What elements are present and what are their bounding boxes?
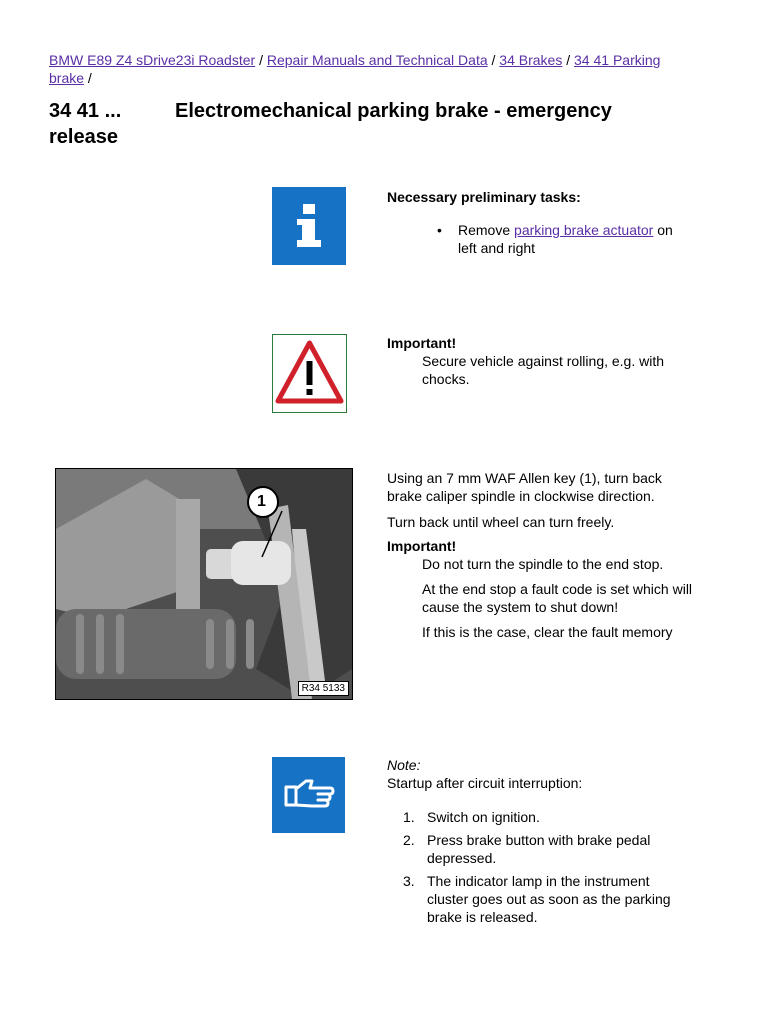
preliminary-task-item: Remove parking brake actuator on left and right [458, 222, 673, 256]
note-label: Note: [387, 757, 421, 773]
breadcrumb-link-parking-brake[interactable]: 34 41 Parking [574, 52, 661, 68]
secure-vehicle-text: Secure vehicle against rolling, e.g. with chocks. [422, 353, 665, 387]
photo-callout-number: 1 [257, 493, 266, 510]
startup-intro: Startup after circuit interruption: [387, 775, 583, 791]
step-number-2: 2. [403, 832, 415, 848]
step-text-3: The indicator lamp in the instrument cluster goes out as soon as the parking brake is released. [427, 873, 671, 925]
important-heading-1: Important! [387, 335, 457, 351]
step-text-2: Press brake button with brake pedal depressed. [427, 832, 651, 866]
breadcrumb: BMW E89 Z4 sDrive23i Roadster / Repair Manuals and Technical Data / 34 Brakes / 34 41 Parking brake / [49, 52, 661, 86]
breadcrumb-link-brakes[interactable]: 34 Brakes [499, 52, 563, 68]
page-title-number: 34 41 ... [49, 100, 122, 122]
allen-key-instruction: Using an 7 mm WAF Allen key (1), turn back brake caliper spindle in clockwise direction. [387, 470, 662, 504]
end-stop-warning: Do not turn the spindle to the end stop. [422, 556, 664, 572]
clear-fault-text: If this is the case, clear the fault memory [422, 624, 673, 640]
preliminary-tasks-heading: Necessary preliminary tasks: [387, 189, 581, 205]
turn-back-text: Turn back until wheel can turn freely. [387, 514, 615, 530]
warning-triangle-icon [272, 334, 347, 413]
page-title: Electromechanical parking brake - emergency [175, 100, 612, 122]
breadcrumb-trailing-separator: / [84, 70, 92, 86]
brake-caliper-photo [55, 468, 353, 700]
page-title-continuation: release [49, 126, 118, 148]
step-number-1: 1. [403, 809, 415, 825]
breadcrumb-link-repair-manuals[interactable]: Repair Manuals and Technical Data [266, 52, 488, 68]
parking-brake-actuator-link[interactable]: parking brake actuator [514, 222, 654, 238]
info-icon [272, 187, 346, 265]
photo-reference-label: R34 5133 [298, 681, 349, 696]
pointing-hand-icon [272, 757, 345, 833]
fault-code-text: At the end stop a fault code is set which will cause the system to shut down! [422, 581, 693, 615]
step-text-1: Switch on ignition. [427, 809, 540, 825]
important-heading-2: Important! [387, 538, 457, 554]
breadcrumb-link-vehicle[interactable]: BMW E89 Z4 sDrive23i Roadster [49, 52, 256, 68]
breadcrumb-link-parking-brake-cont[interactable]: brake [49, 70, 85, 86]
step-number-3: 3. [403, 873, 415, 889]
bullet-marker: • [437, 222, 442, 238]
